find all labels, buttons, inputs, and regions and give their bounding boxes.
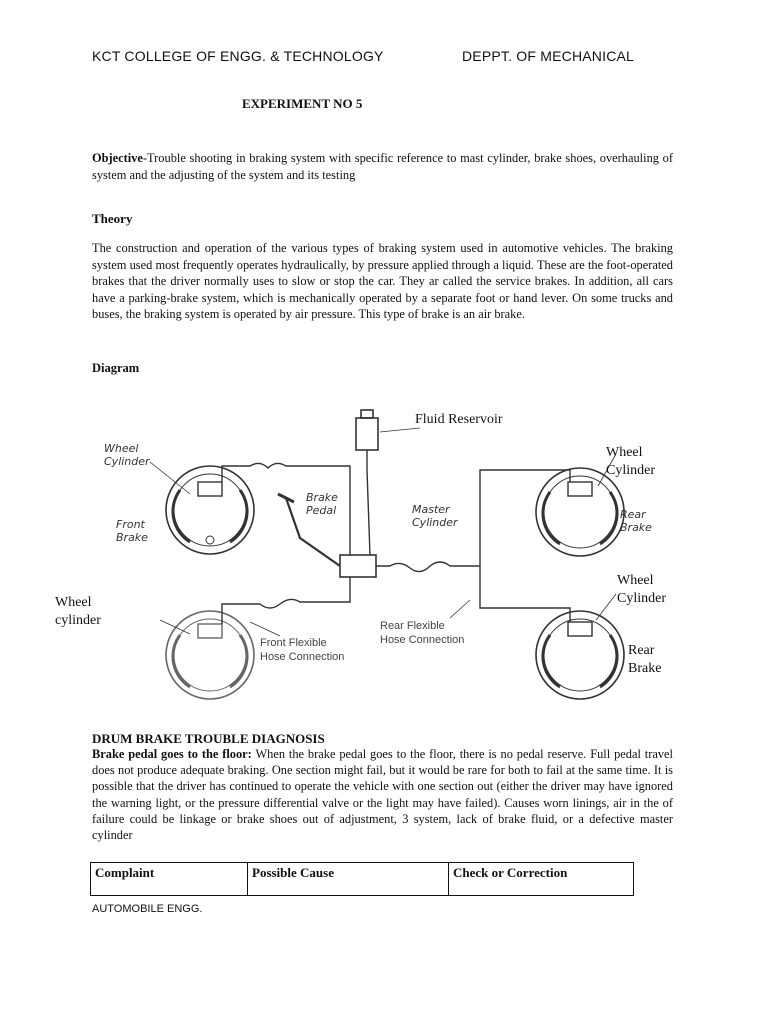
objective-label: Objective <box>92 151 143 165</box>
table-header-possible-cause: Possible Cause <box>248 863 449 896</box>
objective-paragraph <box>92 150 673 183</box>
diagram-heading: Diagram <box>92 361 140 375</box>
rear-left-drum <box>166 611 254 699</box>
rear-brake-top-label: Rear Brake <box>620 508 652 534</box>
drum-brake-paragraph <box>92 746 673 843</box>
master-cylinder-body <box>340 555 376 577</box>
page-footer: AUTOMOBILE ENGG. <box>92 903 203 915</box>
experiment-title: EXPERIMENT NO 5 <box>242 96 363 111</box>
drum-brake-text: When the brake pedal goes to the floor, there is no pedal reserve. Full pedal travel does not produce adequate braking. One section might fail, but it would be rare for both to fail at the same time. It is possible that the driver has continued to operate the vehicle with one section out (either the driver may have ignored the warning light, or the pressure differential valve or the light may have failed). Causes worn linings, air in the of failure could be linkage or brake shoes out of adjustment, 3 system, lack of brake fluid, or a defective master cylinder <box>92 747 673 843</box>
fluid-reservoir-cap <box>361 410 373 418</box>
diagnosis-table <box>90 862 634 896</box>
brake-pedal-label: Brake Pedal <box>306 491 338 517</box>
wheel-cylinder-top-left-label: Wheel Cylinder <box>104 442 150 468</box>
rear-right-drum <box>536 468 624 556</box>
fluid-reservoir-body <box>356 418 378 450</box>
master-cylinder-label: Master Cylinder <box>412 503 458 529</box>
rear-brake-bottom-label: Rear Brake <box>628 643 662 676</box>
theory-heading: Theory <box>92 211 133 226</box>
drum-brake-sub-label: Brake pedal goes to the floor: <box>92 747 252 761</box>
theory-paragraph: The construction and operation of the various types of braking system used in automotive vehicles. The braking system used most frequently operates hydraulically, by pressure applied through a liquid. These are the foot-operated brakes that the driver normally uses to slow or stop the car. They ar called the service brakes. In addition, all cars have a parking-brake system, which is mechanically operated by a separate foot or hand lever. On some trucks and buses, the braking system is operated by air pressure. This type of brake is an air brake. <box>92 241 673 321</box>
wheel-cylinder-top-right-label: Wheel Cylinder <box>606 445 655 478</box>
front-brake-label: Front Brake <box>116 518 148 544</box>
table-header-check-or-correction: Check or Correction <box>449 863 634 896</box>
fluid-reservoir-label: Fluid Reservoir <box>415 412 503 427</box>
drum-brake-heading: DRUM BRAKE TROUBLE DIAGNOSIS <box>92 731 325 746</box>
wheel-cylinder-left-label: Wheel cylinder <box>55 595 101 628</box>
college-name: KCT COLLEGE OF ENGG. & TECHNOLOGY <box>92 48 384 64</box>
department-name: DEPPT. OF MECHANICAL <box>462 48 635 64</box>
front-flexible-hose-label: Front Flexible Hose Connection <box>260 637 345 663</box>
rear-flexible-hose-label: Rear Flexible Hose Connection <box>380 620 465 646</box>
brake-system-drawing <box>50 390 710 720</box>
rear-right-lower-drum <box>536 611 624 699</box>
wheel-cylinder-right-label: Wheel Cylinder <box>617 573 666 606</box>
objective-text: -Trouble shooting in braking system with specific reference to mast cylinder, brake shoes, overhauling of system and the adjusting of the system and its testing <box>92 151 673 182</box>
table-header-complaint: Complaint <box>91 863 248 896</box>
table-header-row <box>91 863 634 896</box>
brake-system-diagram <box>50 390 710 720</box>
front-left-drum <box>166 466 254 554</box>
